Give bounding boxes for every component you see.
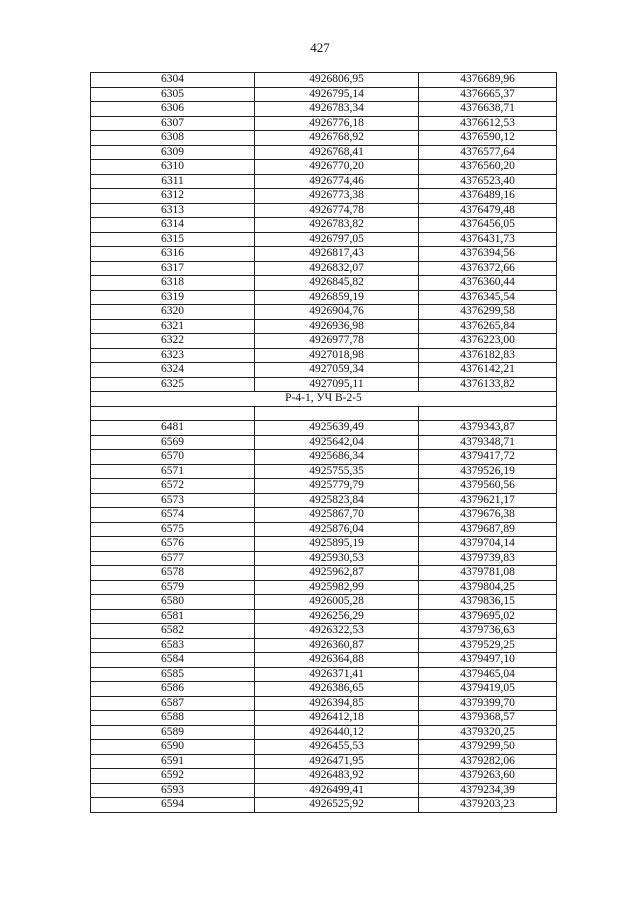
y-coordinate-cell: 4379621,17 xyxy=(419,493,557,508)
table-row xyxy=(91,334,557,349)
table-row xyxy=(91,189,557,204)
point-number-cell: 6570 xyxy=(91,450,255,465)
x-coordinate-cell: 4926977,78 xyxy=(255,334,419,349)
y-coordinate-cell: 4376560,20 xyxy=(419,160,557,175)
x-coordinate-cell: 4926832,07 xyxy=(255,261,419,276)
table-row xyxy=(91,551,557,566)
x-coordinate-cell: 4926525,92 xyxy=(255,798,419,813)
point-number-cell: 6310 xyxy=(91,160,255,175)
y-coordinate-cell xyxy=(419,406,557,421)
table-row xyxy=(91,435,557,450)
x-coordinate-cell: 4926768,41 xyxy=(255,145,419,160)
table-row xyxy=(91,203,557,218)
y-coordinate-cell: 4379417,72 xyxy=(419,450,557,465)
table-row xyxy=(91,261,557,276)
x-coordinate-cell: 4926440,12 xyxy=(255,725,419,740)
x-coordinate-cell: 4927095,11 xyxy=(255,377,419,392)
table-row xyxy=(91,711,557,726)
x-coordinate-cell: 4926770,20 xyxy=(255,160,419,175)
table-row xyxy=(91,580,557,595)
x-coordinate-cell: 4926005,28 xyxy=(255,595,419,610)
point-number-cell: 6588 xyxy=(91,711,255,726)
table-row xyxy=(91,377,557,392)
point-number-cell: 6323 xyxy=(91,348,255,363)
table-row xyxy=(91,160,557,175)
x-coordinate-cell: 4926845,82 xyxy=(255,276,419,291)
point-number-cell: 6575 xyxy=(91,522,255,537)
x-coordinate-cell: 4926412,18 xyxy=(255,711,419,726)
table-row xyxy=(91,87,557,102)
x-coordinate-cell: 4926471,95 xyxy=(255,754,419,769)
table-row xyxy=(91,421,557,436)
y-coordinate-cell: 4376431,73 xyxy=(419,232,557,247)
point-number-cell: 6583 xyxy=(91,638,255,653)
point-number-cell: 6569 xyxy=(91,435,255,450)
point-number-cell: 6573 xyxy=(91,493,255,508)
table-row xyxy=(91,363,557,378)
point-number-cell: 6586 xyxy=(91,682,255,697)
coordinates-table xyxy=(90,72,557,813)
x-coordinate-cell: 4926795,14 xyxy=(255,87,419,102)
point-number-cell: 6594 xyxy=(91,798,255,813)
table-row xyxy=(91,348,557,363)
y-coordinate-cell: 4376638,71 xyxy=(419,102,557,117)
table-row xyxy=(91,609,557,624)
y-coordinate-cell: 4379739,83 xyxy=(419,551,557,566)
y-coordinate-cell: 4376133,82 xyxy=(419,377,557,392)
point-number-cell: 6587 xyxy=(91,696,255,711)
point-number-cell: 6584 xyxy=(91,653,255,668)
y-coordinate-cell: 4379676,38 xyxy=(419,508,557,523)
table-row xyxy=(91,145,557,160)
x-coordinate-cell: 4926322,53 xyxy=(255,624,419,639)
x-coordinate-cell: 4926806,95 xyxy=(255,73,419,88)
table-row xyxy=(91,73,557,88)
y-coordinate-cell: 4376523,40 xyxy=(419,174,557,189)
y-coordinate-cell: 4379704,14 xyxy=(419,537,557,552)
point-number-cell: 6582 xyxy=(91,624,255,639)
y-coordinate-cell: 4376223,00 xyxy=(419,334,557,349)
y-coordinate-cell: 4379343,87 xyxy=(419,421,557,436)
table-row xyxy=(91,740,557,755)
x-coordinate-cell: 4926455,53 xyxy=(255,740,419,755)
x-coordinate-cell: 4926797,05 xyxy=(255,232,419,247)
y-coordinate-cell: 4379348,71 xyxy=(419,435,557,450)
point-number-cell: 6321 xyxy=(91,319,255,334)
table-row xyxy=(91,131,557,146)
point-number-cell: 6577 xyxy=(91,551,255,566)
point-number-cell: 6578 xyxy=(91,566,255,581)
x-coordinate-cell: 4926859,19 xyxy=(255,290,419,305)
x-coordinate-cell: 4925930,53 xyxy=(255,551,419,566)
point-number-cell: 6322 xyxy=(91,334,255,349)
table-row xyxy=(91,232,557,247)
point-number-cell: 6593 xyxy=(91,783,255,798)
x-coordinate-cell: 4925867,70 xyxy=(255,508,419,523)
x-coordinate-cell: 4926774,78 xyxy=(255,203,419,218)
x-coordinate-cell: 4926936,98 xyxy=(255,319,419,334)
point-number-cell: 6590 xyxy=(91,740,255,755)
y-coordinate-cell: 4379695,02 xyxy=(419,609,557,624)
table-row xyxy=(91,638,557,653)
table-row xyxy=(91,769,557,784)
y-coordinate-cell: 4376265,84 xyxy=(419,319,557,334)
y-coordinate-cell: 4379836,15 xyxy=(419,595,557,610)
y-coordinate-cell: 4379497,10 xyxy=(419,653,557,668)
y-coordinate-cell: 4379736,63 xyxy=(419,624,557,639)
table-row xyxy=(91,667,557,682)
y-coordinate-cell: 4376590,12 xyxy=(419,131,557,146)
x-coordinate-cell: 4925982,99 xyxy=(255,580,419,595)
point-number-cell: 6589 xyxy=(91,725,255,740)
table-row xyxy=(91,537,557,552)
x-coordinate-cell: 4926773,38 xyxy=(255,189,419,204)
point-number-cell: 6316 xyxy=(91,247,255,262)
section-title: Р-4-1, УЧ В-2-5 xyxy=(91,392,557,407)
x-coordinate-cell: 4926360,87 xyxy=(255,638,419,653)
point-number-cell xyxy=(91,406,255,421)
x-coordinate-cell: 4925639,49 xyxy=(255,421,419,436)
x-coordinate-cell: 4926776,18 xyxy=(255,116,419,131)
y-coordinate-cell: 4376689,96 xyxy=(419,73,557,88)
point-number-cell: 6319 xyxy=(91,290,255,305)
x-coordinate-cell: 4926904,76 xyxy=(255,305,419,320)
table-row xyxy=(91,653,557,668)
y-coordinate-cell: 4379263,60 xyxy=(419,769,557,784)
x-coordinate-cell: 4926774,46 xyxy=(255,174,419,189)
point-number-cell: 6574 xyxy=(91,508,255,523)
table-row xyxy=(91,696,557,711)
table-row xyxy=(91,102,557,117)
table-row xyxy=(91,305,557,320)
x-coordinate-cell: 4926386,65 xyxy=(255,682,419,697)
x-coordinate-cell: 4925779,79 xyxy=(255,479,419,494)
y-coordinate-cell: 4379282,06 xyxy=(419,754,557,769)
x-coordinate-cell: 4925642,04 xyxy=(255,435,419,450)
x-coordinate-cell: 4925895,19 xyxy=(255,537,419,552)
point-number-cell: 6313 xyxy=(91,203,255,218)
y-coordinate-cell: 4379399,70 xyxy=(419,696,557,711)
point-number-cell: 6315 xyxy=(91,232,255,247)
y-coordinate-cell: 4376612,53 xyxy=(419,116,557,131)
table-row xyxy=(91,508,557,523)
table-row xyxy=(91,682,557,697)
point-number-cell: 6325 xyxy=(91,377,255,392)
point-number-cell: 6306 xyxy=(91,102,255,117)
y-coordinate-cell: 4379203,23 xyxy=(419,798,557,813)
y-coordinate-cell: 4376299,58 xyxy=(419,305,557,320)
x-coordinate-cell: 4925823,84 xyxy=(255,493,419,508)
table-row xyxy=(91,798,557,813)
table-row xyxy=(91,479,557,494)
table-row xyxy=(91,783,557,798)
x-coordinate-cell: 4926364,88 xyxy=(255,653,419,668)
table-row xyxy=(91,276,557,291)
y-coordinate-cell: 4376372,66 xyxy=(419,261,557,276)
y-coordinate-cell: 4379560,56 xyxy=(419,479,557,494)
y-coordinate-cell: 4379419,05 xyxy=(419,682,557,697)
x-coordinate-cell: 4926783,34 xyxy=(255,102,419,117)
y-coordinate-cell: 4379320,25 xyxy=(419,725,557,740)
point-number-cell: 6304 xyxy=(91,73,255,88)
table-row xyxy=(91,725,557,740)
y-coordinate-cell: 4376345,54 xyxy=(419,290,557,305)
y-coordinate-cell: 4379526,19 xyxy=(419,464,557,479)
x-coordinate-cell: 4926371,41 xyxy=(255,667,419,682)
point-number-cell: 6309 xyxy=(91,145,255,160)
y-coordinate-cell: 4379299,50 xyxy=(419,740,557,755)
x-coordinate-cell: 4926783,82 xyxy=(255,218,419,233)
point-number-cell: 6314 xyxy=(91,218,255,233)
table-row xyxy=(91,624,557,639)
y-coordinate-cell: 4379234,39 xyxy=(419,783,557,798)
point-number-cell: 6307 xyxy=(91,116,255,131)
y-coordinate-cell: 4376479,48 xyxy=(419,203,557,218)
table-row xyxy=(91,522,557,537)
x-coordinate-cell: 4925962,87 xyxy=(255,566,419,581)
y-coordinate-cell: 4376577,64 xyxy=(419,145,557,160)
y-coordinate-cell: 4379687,89 xyxy=(419,522,557,537)
x-coordinate-cell xyxy=(255,406,419,421)
table-row xyxy=(91,464,557,479)
table-row xyxy=(91,566,557,581)
point-number-cell: 6579 xyxy=(91,580,255,595)
table-row xyxy=(91,319,557,334)
x-coordinate-cell: 4925755,35 xyxy=(255,464,419,479)
y-coordinate-cell: 4379804,25 xyxy=(419,580,557,595)
y-coordinate-cell: 4376142,21 xyxy=(419,363,557,378)
table-row xyxy=(91,290,557,305)
point-number-cell: 6318 xyxy=(91,276,255,291)
y-coordinate-cell: 4379465,04 xyxy=(419,667,557,682)
y-coordinate-cell: 4376489,16 xyxy=(419,189,557,204)
y-coordinate-cell: 4376665,37 xyxy=(419,87,557,102)
point-number-cell: 6481 xyxy=(91,421,255,436)
point-number-cell: 6581 xyxy=(91,609,255,624)
x-coordinate-cell: 4925876,04 xyxy=(255,522,419,537)
table-row xyxy=(91,595,557,610)
y-coordinate-cell: 4376394,56 xyxy=(419,247,557,262)
y-coordinate-cell: 4376360,44 xyxy=(419,276,557,291)
point-number-cell: 6305 xyxy=(91,87,255,102)
y-coordinate-cell: 4376456,05 xyxy=(419,218,557,233)
table-row xyxy=(91,218,557,233)
x-coordinate-cell: 4927018,98 xyxy=(255,348,419,363)
x-coordinate-cell: 4926499,41 xyxy=(255,783,419,798)
table-row xyxy=(91,247,557,262)
y-coordinate-cell: 4379529,25 xyxy=(419,638,557,653)
point-number-cell: 6311 xyxy=(91,174,255,189)
x-coordinate-cell: 4926817,43 xyxy=(255,247,419,262)
point-number-cell: 6580 xyxy=(91,595,255,610)
table-row xyxy=(91,116,557,131)
point-number-cell: 6317 xyxy=(91,261,255,276)
point-number-cell: 6572 xyxy=(91,479,255,494)
point-number-cell: 6320 xyxy=(91,305,255,320)
x-coordinate-cell: 4927059,34 xyxy=(255,363,419,378)
table-row xyxy=(91,174,557,189)
point-number-cell: 6312 xyxy=(91,189,255,204)
point-number-cell: 6324 xyxy=(91,363,255,378)
point-number-cell: 6591 xyxy=(91,754,255,769)
x-coordinate-cell: 4926394,85 xyxy=(255,696,419,711)
page-number: 427 xyxy=(310,40,330,55)
point-number-cell: 6592 xyxy=(91,769,255,784)
table-row xyxy=(91,493,557,508)
point-number-cell: 6308 xyxy=(91,131,255,146)
section-header-row xyxy=(91,392,557,407)
coordinates-table-body xyxy=(91,73,557,813)
point-number-cell: 6571 xyxy=(91,464,255,479)
x-coordinate-cell: 4925686,34 xyxy=(255,450,419,465)
point-number-cell: 6576 xyxy=(91,537,255,552)
x-coordinate-cell: 4926483,92 xyxy=(255,769,419,784)
point-number-cell: 6585 xyxy=(91,667,255,682)
y-coordinate-cell: 4379781,08 xyxy=(419,566,557,581)
x-coordinate-cell: 4926256,29 xyxy=(255,609,419,624)
y-coordinate-cell: 4376182,83 xyxy=(419,348,557,363)
y-coordinate-cell: 4379368,57 xyxy=(419,711,557,726)
table-row xyxy=(91,754,557,769)
x-coordinate-cell: 4926768,92 xyxy=(255,131,419,146)
table-row xyxy=(91,450,557,465)
table-row xyxy=(91,406,557,421)
